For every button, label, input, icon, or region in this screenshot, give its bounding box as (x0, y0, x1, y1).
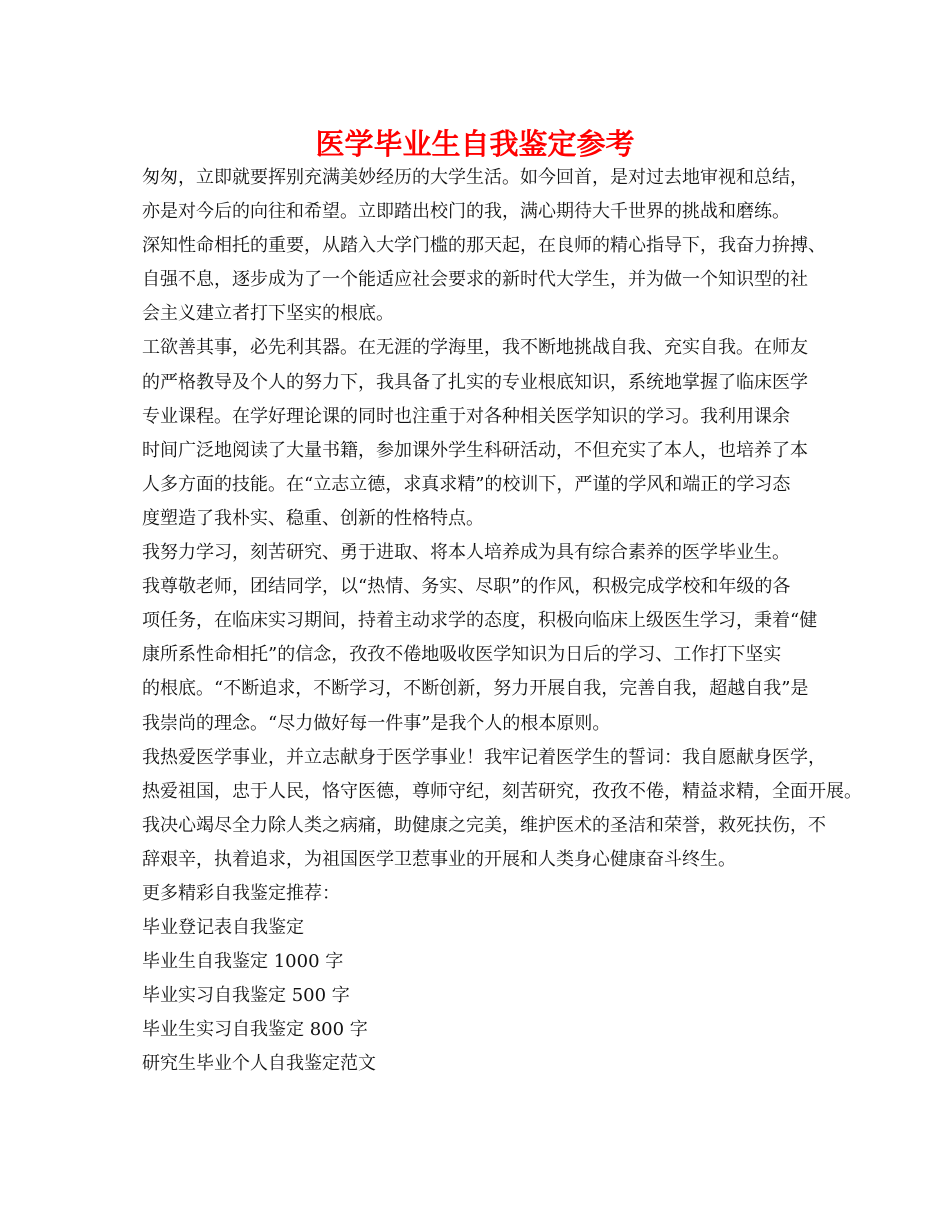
body-line: 的根底。“不断追求，不断学习，不断创新，努力开展自我，完善自我，超越自我”是 (142, 678, 809, 700)
body-line: 专业课程。在学好理论课的同时也注重于对各种相关医学知识的学习。我利用课余 (142, 405, 790, 427)
recommend-link[interactable]: 研究生毕业个人自我鉴定范文 (142, 1053, 376, 1075)
document-body (142, 161, 862, 1082)
recommend-link[interactable]: 毕业生实习自我鉴定 800 字 (142, 1019, 368, 1041)
recommend-link[interactable]: 毕业登记表自我鉴定 (142, 917, 304, 939)
body-line: 辞艰辛，执着追求，为祖国医学卫惹事业的开展和人类身心健康奋斗终生。 (142, 848, 736, 870)
body-line: 人多方面的技能。在“立志立德，求真求精”的校训下，严谨的学风和端正的学习态 (142, 473, 791, 495)
body-line: 会主义建立者打下坚实的根底。 (142, 303, 394, 325)
recommend-link[interactable]: 毕业生自我鉴定 1000 字 (142, 951, 344, 973)
body-line: 度塑造了我朴实、稳重、创新的性格特点。 (142, 507, 484, 529)
body-line: 深知性命相托的重要，从踏入大学门槛的那天起，在良师的精心指导下，我奋力拚搏、 (142, 235, 826, 257)
body-line: 我崇尚的理念。“尽力做好每一件事”是我个人的根本原则。 (142, 712, 611, 734)
body-line: 我决心竭尽全力除人类之病痛，助健康之完美，维护医术的圣洁和荣誉，救死扶伤，不 (142, 814, 826, 836)
body-line: 匆匆，立即就要挥别充满美妙经历的大学生活。如今回首，是对过去地审视和总结， (142, 167, 808, 188)
document-title: 医学毕业生自我鉴定参考 (315, 127, 635, 161)
body-line: 工欲善其事，必先利其器。在无涯的学海里，我不断地挑战自我、充实自我。在师友 (142, 337, 808, 359)
body-line: 亦是对今后的向往和希望。立即踏出校门的我，满心期待大千世界的挑战和磨练。 (142, 201, 790, 223)
body-line: 热爱祖国，忠于人民，恪守医德，尊师守纪，刻苦研究，孜孜不倦，精益求精，全面开展。 (142, 780, 862, 802)
recommend-heading: 更多精彩自我鉴定推荐： (142, 882, 340, 904)
body-line: 我热爱医学事业，并立志献身于医学事业！我牢记着医学生的誓词：我自愿献身医学， (142, 746, 826, 768)
body-line: 自强不息，逐步成为了一个能适应社会要求的新时代大学生，并为做一个知识型的社 (142, 269, 808, 291)
body-line: 我努力学习，刻苦研究、勇于进取、将本人培养成为具有综合素养的医学毕业生。 (142, 542, 790, 564)
recommend-link[interactable]: 毕业实习自我鉴定 500 字 (142, 985, 350, 1007)
body-line: 项任务，在临床实习期间，持着主动求学的态度，积极向临床上级医生学习，秉着“健 (142, 610, 818, 632)
body-line: 康所系性命相托”的信念，孜孜不倦地吸收医学知识为日后的学习、工作打下坚实 (142, 644, 782, 666)
body-line: 的严格教导及个人的努力下，我具备了扎实的专业根底知识，系统地掌握了临床医学 (142, 371, 808, 393)
body-line: 我尊敬老师，团结同学，以“热情、务实、尽职”的作风，积极完成学校和年级的各 (142, 576, 791, 598)
body-line: 时间广泛地阅读了大量书籍，参加课外学生科研活动，不但充实了本人，也培养了本 (142, 439, 808, 461)
